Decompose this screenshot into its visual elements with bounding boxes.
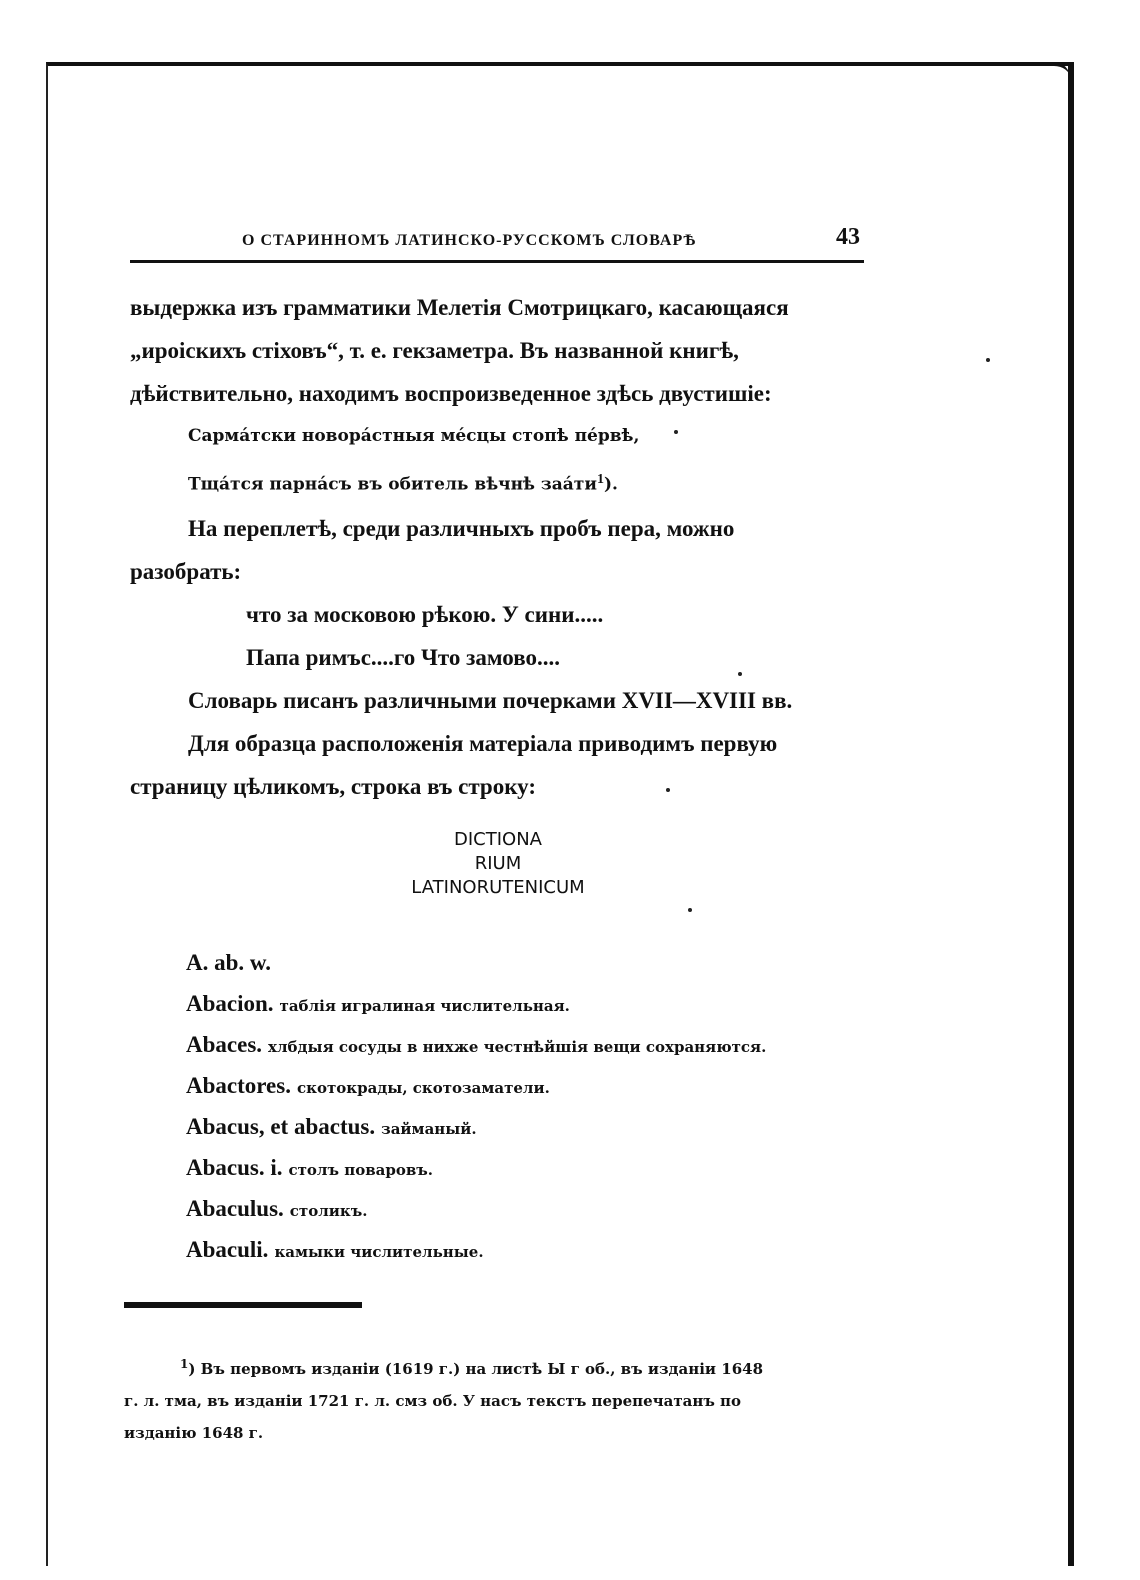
text-line: На переплетѣ, среди различныхъ пробъ пера, можно bbox=[188, 515, 735, 541]
entry-headword: Abaces. bbox=[186, 1032, 263, 1057]
page-number: 43 bbox=[836, 224, 860, 250]
dictionary-title-line: RIUM bbox=[474, 853, 522, 874]
quote-line: что за московою рѣкою. У сини..... bbox=[246, 601, 604, 627]
entry-headword: Abacus, et abactus. bbox=[186, 1114, 376, 1139]
text-line: Словарь писанъ различными почерками XVII—XVIII вв. bbox=[188, 687, 793, 713]
entry-headword: Abaculi. bbox=[186, 1237, 269, 1262]
dictionary-entry bbox=[186, 1147, 866, 1188]
text-line: Для образца расположенія матеріала приводимъ первую bbox=[188, 730, 778, 756]
text-line: выдержка изъ грамматики Мелетія Смотрицкаго, касающаяся bbox=[130, 295, 789, 320]
verse-line: Сармáтски новорáстныя мéсцы стопѣ пéрвѣ, bbox=[188, 426, 640, 446]
entry-headword: Abacus. i. bbox=[186, 1155, 283, 1180]
entry-headword: Abactores. bbox=[186, 1073, 291, 1098]
scan-speck bbox=[674, 430, 678, 434]
dictionary-title-line: LATINORUTENICUM bbox=[411, 877, 585, 898]
footnote-line: изданію 1648 г. bbox=[124, 1424, 264, 1442]
entry-gloss: хлбдыя сосуды в нихже честнѣйшія вещи сохраняются. bbox=[268, 1038, 767, 1056]
dictionary-entry bbox=[186, 983, 866, 1024]
footnote-reference: 1 bbox=[596, 472, 604, 487]
header-rule bbox=[130, 260, 864, 263]
footnote-line: г. л. тма, въ изданіи 1721 г. л. смз об. У насъ текстъ перепечатанъ по bbox=[124, 1392, 742, 1410]
entry-gloss: скотокрады, скотозаматели. bbox=[296, 1079, 550, 1097]
scan-speck bbox=[738, 672, 742, 676]
main-text bbox=[130, 286, 864, 808]
dictionary-title-line: DICTIONA bbox=[454, 829, 542, 850]
entry-gloss: камыки числительные. bbox=[274, 1243, 484, 1261]
entry-gloss: займаный. bbox=[381, 1120, 477, 1138]
scan-speck bbox=[688, 908, 692, 912]
dictionary-entry bbox=[186, 942, 866, 983]
text-line: „ироiскихъ стiховъ“, т. е. гекзаметра. Въ названной книгѣ, bbox=[130, 338, 739, 363]
dictionary-entries bbox=[186, 942, 866, 1270]
verse-closing: ). bbox=[603, 474, 618, 495]
footnote-line: $^1$) Въ первомъ изданіи (1619 г.) на листѣ Ы г об., въ изданіи 1648 bbox=[180, 1357, 764, 1378]
dictionary-entry bbox=[186, 1024, 866, 1065]
dictionary-entry bbox=[186, 1229, 866, 1270]
text-line: дѣйствительно, находимъ воспроизведенное здѣсь двустишіе: bbox=[130, 381, 772, 406]
footnote bbox=[124, 1348, 858, 1449]
dictionary-entry bbox=[186, 1188, 866, 1229]
dictionary-entry bbox=[186, 1106, 866, 1147]
text-line: разобрать: bbox=[130, 558, 242, 584]
text-line: страницу цѣликомъ, строка въ строку: bbox=[130, 773, 536, 799]
running-title: О СТАРИННОМЪ ЛАТИНСКО-РУССКОМЪ СЛОВАРѢ bbox=[242, 232, 697, 249]
running-head bbox=[130, 222, 864, 258]
scan-speck bbox=[986, 358, 990, 362]
entry-gloss: столикъ. bbox=[289, 1202, 368, 1220]
entry-gloss: таблія игралиная числительная. bbox=[279, 997, 570, 1015]
dictionary-title bbox=[330, 828, 666, 900]
footnote-marker: 1 bbox=[180, 1357, 189, 1371]
quote-line: Папа римъс....го Что замово.... bbox=[246, 644, 560, 670]
entry-gloss: столъ поваровъ. bbox=[288, 1161, 434, 1179]
verse-line: Тщáтся парнáсъ въ обитель вѣчнѣ заáти$^1$). bbox=[188, 472, 618, 495]
entry-headword: Abaculus. bbox=[186, 1196, 284, 1221]
scan-speck bbox=[666, 788, 670, 792]
footnote-rule bbox=[124, 1302, 362, 1308]
dictionary-entry bbox=[186, 1065, 866, 1106]
entry-headword: A. ab. w. bbox=[186, 950, 271, 975]
entry-headword: Abacion. bbox=[186, 991, 274, 1016]
